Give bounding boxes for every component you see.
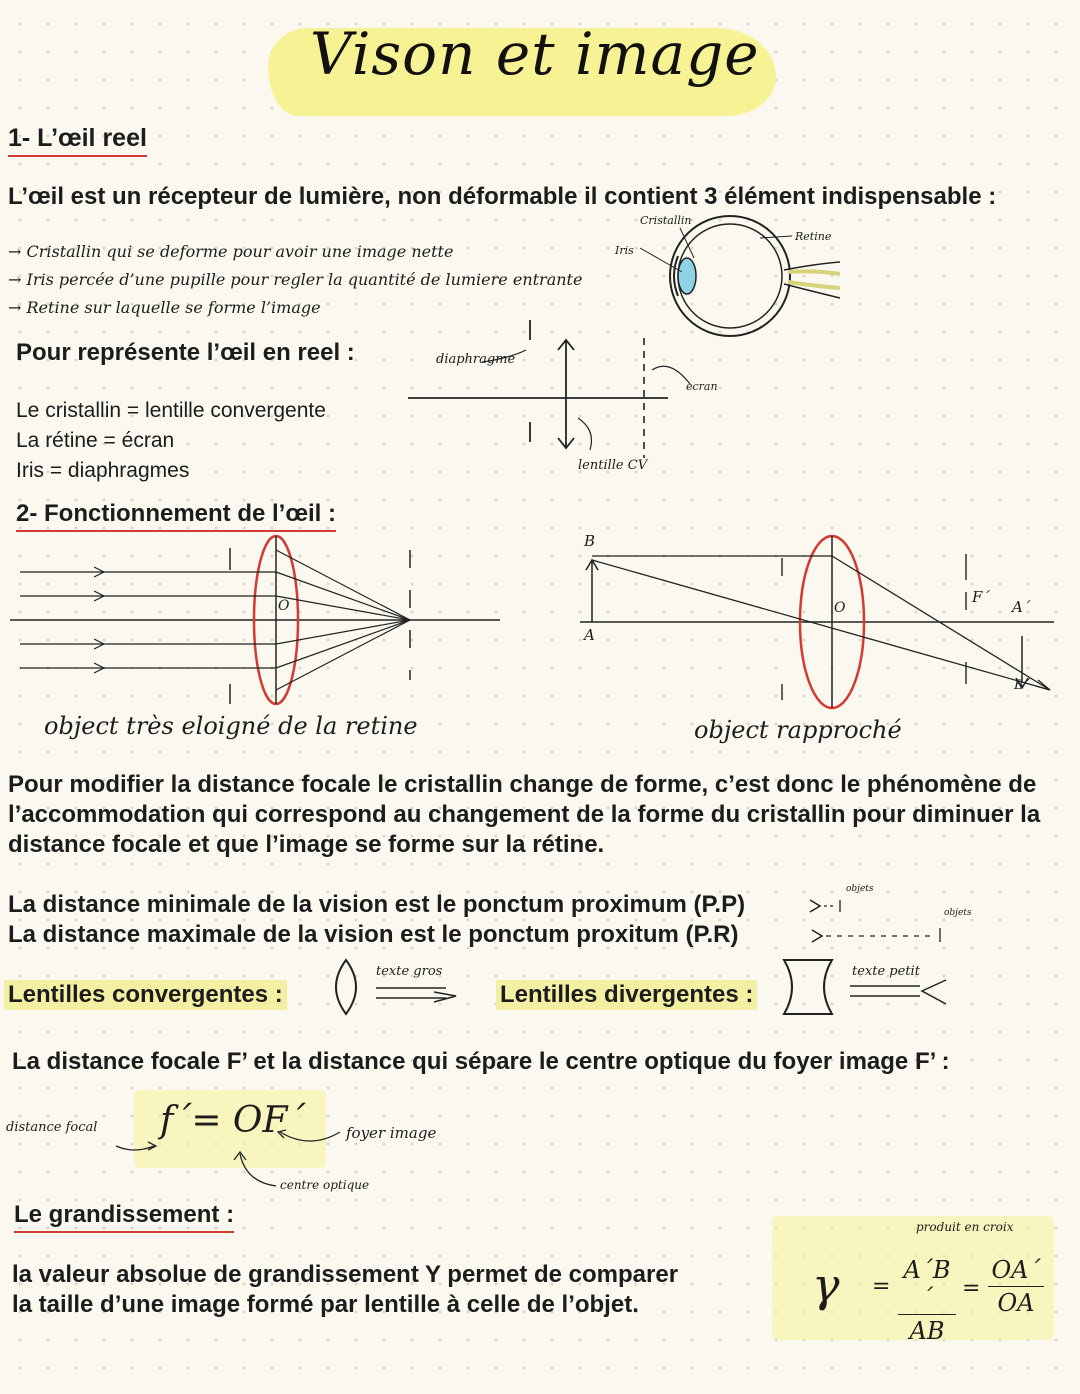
far-object-diagram [10, 540, 510, 710]
focal-formula-arrows [90, 1120, 350, 1200]
section1-intro: L’œil est un récepteur de lumière, non déformable il contient 3 élément indispensable : [8, 183, 997, 210]
pp-objets-note: objets [846, 884, 874, 894]
pr-objets-note: objets [944, 908, 972, 918]
equivalence-list [16, 396, 326, 486]
fraction2-denominator: OA [997, 1289, 1035, 1317]
eye-label-cristallin: Cristallin [640, 214, 692, 227]
diagram2-label-b-prime: B´ [1014, 678, 1031, 693]
fraction-image-object [898, 1256, 956, 1345]
diagram2-label-o: O [834, 600, 846, 616]
eye-model-diagram [400, 318, 700, 478]
convergent-note: texte gros [376, 964, 443, 979]
pr-line: La distance maximale de la vision est le ponctum proxitum (P.R) [8, 921, 739, 948]
grandissement-text-line1: la valeur absolue de grandissement Y permet de comparer [12, 1261, 679, 1288]
model-label-diaphragme: diaphragme [436, 352, 516, 367]
foyer-image-label: foyer image [346, 1124, 437, 1142]
diagram2-caption: object rapproché [694, 716, 902, 744]
fraction2-numerator: OA´ [988, 1256, 1044, 1287]
focal-formula: f´= OF´ [160, 1100, 306, 1141]
gamma-symbol: γ [812, 1258, 840, 1312]
fraction1-denominator: AB [909, 1317, 945, 1345]
diagram2-label-a: A [584, 626, 595, 644]
convergent-label: Lentilles convergentes : [4, 980, 287, 1010]
bullet-iris: → Iris percée d’une pupille pour regler la quantité de lumiere entrante [8, 270, 583, 289]
fraction-distances [988, 1256, 1044, 1317]
bullet-cristallin: → Cristallin qui se deforme pour avoir une image nette [8, 242, 454, 261]
grandissement-text-line2: la taille d’une image formé par lentille à celle de l’objet. [12, 1291, 639, 1318]
divergent-note: texte petit [852, 964, 920, 979]
centre-optique-label: centre optique [280, 1178, 370, 1192]
model-heading: Pour représente l’œil en reel : [16, 339, 355, 366]
pp-line: La distance minimale de la vision est le ponctum proximum (P.P) [8, 891, 746, 918]
section1-heading: 1- L’œil reel [8, 124, 147, 157]
produit-en-croix-note: produit en croix [916, 1220, 1014, 1234]
equals-sign-1: = [872, 1274, 891, 1299]
page-title: Vison et image [310, 20, 760, 88]
diagram2-label-a-prime: A´ [1012, 598, 1031, 616]
distance-focal-label: distance focal [6, 1120, 98, 1135]
diagram1-label-o: O [278, 598, 290, 614]
bullet-retine: → Retine sur laquelle se forme l’image [8, 298, 321, 317]
diagram2-label-b: B [584, 532, 596, 550]
diagram2-label-f-prime: F´ [972, 588, 990, 606]
diagram1-caption: object très eloigné de la retine [44, 712, 418, 740]
eye-label-retine: Retine [795, 230, 832, 243]
grandissement-heading: Le grandissement : [14, 1201, 234, 1233]
bullet-list [8, 238, 582, 322]
equivalence-iris: Iris = diaphragmes [16, 459, 190, 482]
fraction1-numerator: A´B´ [898, 1256, 956, 1315]
accommodation-paragraph: Pour modifier la distance focale le cristallin change de forme, c’est donc le phénomène de l’accommodation qui correspond au changement de la forme du cristallin pour diminuer la distance focale et que l’image se forme sur la rétine. [8, 771, 1041, 858]
equivalence-cristallin: Le cristallin = lentille convergente [16, 399, 326, 422]
equals-sign-2: = [962, 1276, 981, 1301]
focal-definition: La distance focale F’ et la distance qui sépare le centre optique du foyer image F’ : [12, 1048, 950, 1075]
equivalence-retine: La rétine = écran [16, 429, 175, 452]
model-label-lentille: lentille CV [578, 458, 648, 473]
near-object-diagram [570, 540, 1060, 710]
model-label-ecran: ecran [686, 380, 718, 393]
section2-heading: 2- Fonctionnement de l’œil : [16, 500, 336, 532]
divergent-label: Lentilles divergentes : [496, 980, 757, 1010]
eye-label-iris: Iris [615, 244, 634, 257]
